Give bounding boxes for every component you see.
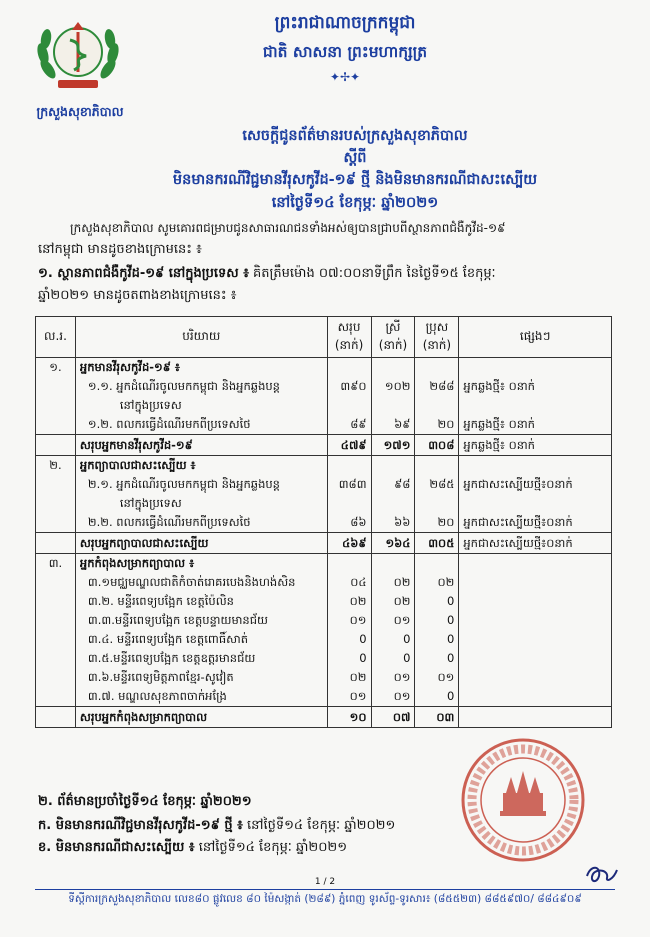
title-line-2: ស្តីពី <box>343 150 367 166</box>
table-total-row: សរុបអ្នកព្យាបាលជាសះស្បើយ ៤៦៩ ១៦៤ ៣០៥ អ្នកជាសះស្បើយថ្មី៖០នាក់ <box>36 533 612 554</box>
ornament: ✦✢✦ <box>329 70 361 84</box>
footer-rule <box>35 889 615 890</box>
title-line-3: មិនមានករណីវិជ្ជមានវីរុសកូវីដ-១៩ ថ្មី និងមិនមានករណីជាសះស្បើយ <box>172 172 538 188</box>
ministry-logo <box>28 14 128 99</box>
table-row: ៣. អ្នកកំពុងសម្រាកព្យាបាល ៖ ៣.១មជ្ឈមណ្ឌលជាតិកំចាត់រោគរបេងនិងហង់សិន ៣.២. មន្ទីរពេទ្យបង្អែក ខេត្តប៉ៃលិន ៣.៣.មន្ទីរពេទ្យបង្អែក ខេត្តបន្ទាយមានជ័យ ៣.៤. មន្ទីរពេទ្យបង្អែក ខេត្តពោធិ៍សាត់ ៣.៥.មន្ទីរពេទ្យបង្អែក ខេត្តឧត្តរមានជ័យ ៣.៦.មន្ទីរពេទ្យមិត្តភាពខ្មែរ-សូវៀត ៣.៧. មណ្ឌលសុខភាពចាក់អង្រែ ០៤ ០២ ០១ 0 0 ០២ ០១ ០២ ០២ ០១ 0 0 ០១ ០១ ០២ 0 0 0 0 ០១ 0 <box>36 554 612 707</box>
intro-line-1: ក្រសួងសុខាភិបាល សូមគោរពជម្រាបជូនសាធារណជនទាំងអស់ឲ្យបានជ្រាបពីស្ថានភាពជំងឺកូវីដ-១៩ <box>70 221 506 235</box>
covid-status-table <box>35 316 612 728</box>
ministry-official-seal-icon <box>458 735 588 865</box>
signature <box>583 858 623 888</box>
col-desc: បរិយាយ <box>75 317 327 358</box>
handwritten-signature-icon <box>583 858 623 888</box>
official-stamp <box>458 735 588 865</box>
table-total-row: សរុបអ្នកមានវីរុសកូវីដ-១៩ ៤៧៩ ១៧១ ៣០៨ អ្នកឆ្លងថ្មី៖ ០នាក់ <box>36 435 612 456</box>
kingdom-heading: ព្រះរាជាណាចក្រកម្ពុជា <box>274 13 416 33</box>
section2-item-b: ខ. មិនមានករណីជាសះស្បើយ ៖ នៅថ្ងៃទី១៤ ខែកុម្ភៈ ឆ្នាំ២០២១ <box>38 840 348 855</box>
table-header-row <box>36 317 612 358</box>
section2-item-a: ក. មិនមានករណីវិជ្ជមានវីរុសកូវីដ-១៩ ថ្មី ៖ នៅថ្ងៃទី១៤ ខែកុម្ភៈ ឆ្នាំ២០២១ <box>38 818 396 833</box>
intro-line-2: នៅកម្ពុជា មានដូចខាងក្រោមនេះ ៖ <box>38 242 202 257</box>
title-line-1: សេចក្តីជូនព័ត៌មានរបស់ក្រសួងសុខាភិបាល <box>242 128 468 144</box>
section1-text: គិតត្រឹមម៉ោង ០៧:០០នាទីព្រឹក នៃថ្ងៃទី១៥ ខែកុម្ភៈ <box>248 266 496 281</box>
title-line-4: នៅថ្ងៃទី១៤ ខែកុម្ភៈ ឆ្នាំ២០២១ <box>271 195 439 211</box>
col-male: ប្រុស (នាក់) <box>415 317 459 358</box>
section1-heading: ១. ស្ថានភាពជំងឺកូវីដ-១៩ នៅក្នុងប្រទេស ៖ <box>38 266 249 281</box>
col-female: ស្រី (នាក់) <box>371 317 415 358</box>
col-total: សរុប (នាក់) <box>327 317 371 358</box>
table-row: ២. អ្នកព្យាបាលជាសះស្បើយ ៖ ២.១. អ្នកដំណើរចូលមកកម្ពុជា និងអ្នកឆ្លងបន្ត នៅក្នុងប្រទេស ២.២. ពលករធ្វើដំណើរមកពីប្រទេសថៃ ៣៨៣ ៨៦ ៩៨ ៦៦ ២៨៥ ២០ អ្នកជាសះស្បើយថ្មី៖០នាក់ អ្នកជាសះស្បើយថ្មី៖០នាក់ <box>36 456 612 533</box>
table-row: ១. អ្នកមានវីរុសកូវីដ-១៩ ៖ ១.១. អ្នកដំណើរចូលមកកម្ពុជា និងអ្នកឆ្លងបន្ត នៅក្នុងប្រទេស ១.២. ពលករធ្វើដំណើរមកពីប្រទេសថៃ ៣៩០ ៨៩ ១០២ ៦៩ ២៨៨ ២០ អ្នកឆ្លងថ្មី៖ ០នាក់ អ្នកឆ្លងថ្មី៖ ០នាក់ <box>36 358 612 435</box>
col-no: ល.រ. <box>36 317 76 358</box>
table-total-row: សរុបអ្នកកំពុងសម្រាកព្យាបាល ១០ ០៧ ០៣ <box>36 707 612 728</box>
section2-heading: ២. ព័ត៌មានប្រចាំថ្ងៃទី១៤ ខែកុម្ភៈ ឆ្នាំ២០២១ <box>38 794 252 809</box>
ministry-of-health-emblem-icon <box>28 14 128 99</box>
footer-address: ទីស្តីការក្រសួងសុខាភិបាល លេខ៨០ ផ្លូវលេខ ៨០ ម៉ៃសង្កាត់ (២៨៩) ភ្នំពេញ ទូរស័ព្ទ-ទូរសារ៖ (៨៥៥២៣) ៨៨៥៩៧០/ ៨៨៤៩០៩ <box>68 893 582 905</box>
ministry-name: ក្រសួងសុខាភិបាល <box>36 104 124 119</box>
col-other: ផ្សេងៗ <box>459 317 612 358</box>
motto-heading: ជាតិ សាសនា ព្រះមហាក្សត្រ <box>262 43 428 61</box>
page-number: 1 / 2 <box>314 877 336 887</box>
section1-line <box>38 265 613 283</box>
section1-line-2: ឆ្នាំ២០២១ មានដូចតពាងខាងក្រោមនេះ ៖ <box>38 288 237 303</box>
